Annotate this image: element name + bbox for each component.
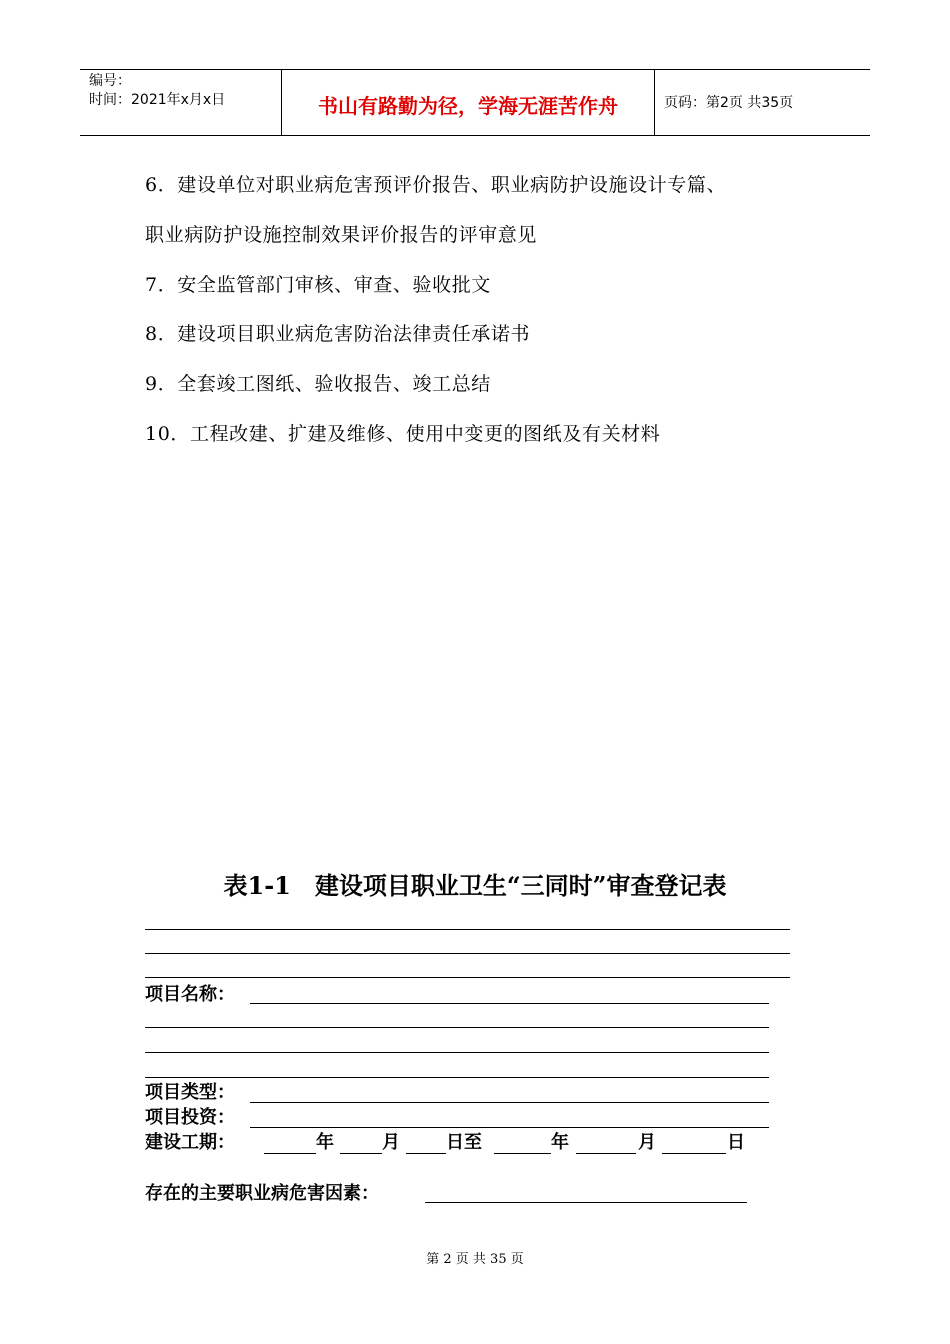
- start-year-field[interactable]: [264, 1153, 316, 1154]
- list-item: 8．建设项目职业病危害防治法律责任承诺书: [145, 323, 531, 345]
- project-type-field[interactable]: [250, 1102, 769, 1103]
- list-item: 9．全套竣工图纸、验收报告、竣工总结: [145, 373, 491, 395]
- list-item: 10．工程改建、扩建及维修、使用中变更的图纸及有关材料: [145, 423, 661, 445]
- list-item: 7．安全监管部门审核、审查、验收批文: [145, 274, 491, 296]
- end-day-unit: 日: [727, 1132, 745, 1153]
- project-type-label: 项目类型：: [145, 1082, 235, 1103]
- start-day-to-unit: 日至: [446, 1132, 482, 1153]
- project-investment-field[interactable]: [250, 1127, 769, 1128]
- project-name-label: 项目名称：: [145, 984, 235, 1005]
- header-time-label: 时间：2021年x月x日: [89, 92, 226, 108]
- page-footer: 第 2 页 共 35 页: [426, 1252, 524, 1267]
- hazards-field[interactable]: [425, 1202, 747, 1203]
- header-bottom-border: [80, 135, 870, 136]
- start-month-unit: 月: [382, 1132, 400, 1153]
- end-year-unit: 年: [551, 1132, 569, 1153]
- project-name-field[interactable]: [250, 1003, 769, 1004]
- end-month-unit: 月: [638, 1132, 656, 1153]
- blank-rule: [145, 1052, 769, 1053]
- construction-period-label: 建设工期：: [145, 1132, 235, 1153]
- blank-rule: [145, 1077, 769, 1078]
- project-investment-label: 项目投资：: [145, 1107, 235, 1128]
- blank-rule: [145, 1027, 769, 1028]
- start-year-unit: 年: [316, 1132, 334, 1153]
- list-item: 6．建设单位对职业病危害预评价报告、职业病防护设施设计专篇、: [145, 174, 727, 196]
- end-month-field[interactable]: [576, 1153, 636, 1154]
- blank-rule: [145, 929, 790, 930]
- header-motto: 书山有路勤为径，学海无涯苦作舟: [318, 94, 618, 118]
- header-top-border: [80, 69, 870, 70]
- blank-rule: [145, 977, 790, 978]
- start-month-field[interactable]: [340, 1153, 382, 1154]
- header-page-label: 页码：第2页 共35页: [664, 95, 794, 111]
- hazards-label: 存在的主要职业病危害因素：: [145, 1183, 379, 1204]
- header-divider-right: [654, 69, 655, 136]
- list-item: 职业病防护设施控制效果评价报告的评审意见: [145, 224, 538, 246]
- header-number-label: 编号：: [89, 73, 131, 89]
- end-year-field[interactable]: [494, 1153, 551, 1154]
- form-title: 表1-1 建设项目职业卫生“三同时”审查登记表: [223, 871, 727, 900]
- start-day-field[interactable]: [406, 1153, 446, 1154]
- blank-rule: [145, 953, 790, 954]
- end-day-field[interactable]: [662, 1153, 726, 1154]
